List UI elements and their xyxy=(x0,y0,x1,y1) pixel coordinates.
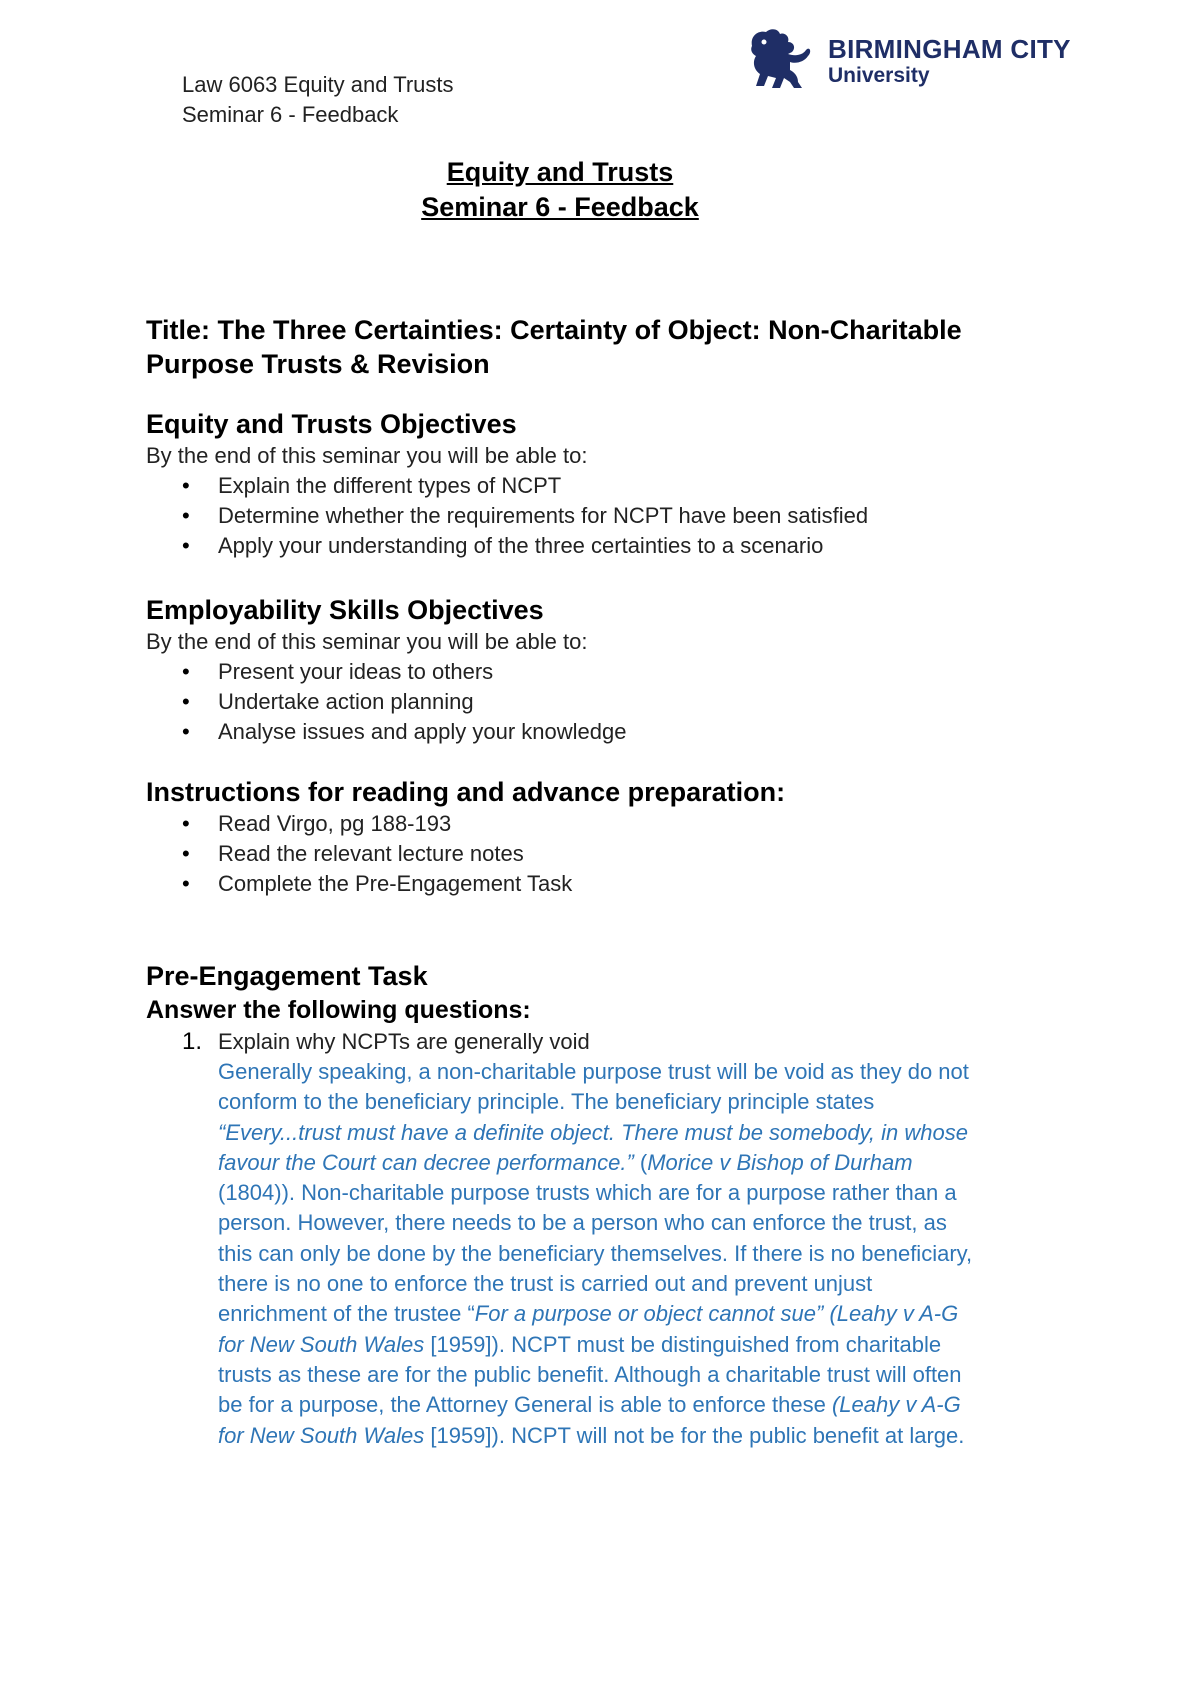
employability-list xyxy=(146,657,1066,747)
document-body xyxy=(146,313,1066,1451)
employability-heading: Employability Skills Objectives xyxy=(146,595,544,625)
answer-line: trusts as these are for the public benefit. Although a charitable trust will often xyxy=(218,1361,962,1387)
answer-line: this can only be done by the beneficiary themselves. If there is no beneficiary, xyxy=(218,1240,973,1266)
university-logo xyxy=(744,26,1071,96)
case-citation: (Leahy v A-G xyxy=(831,1392,961,1418)
list-item: • Read Virgo, pg 188-193 xyxy=(146,809,1066,839)
equity-objectives-heading: Equity and Trusts Objectives xyxy=(146,409,517,439)
logo-name-line1: BIRMINGHAM CITY xyxy=(828,34,1071,64)
list-item: • Read the relevant lecture notes xyxy=(146,839,1066,869)
answer-line: conform to the beneficiary principle. The beneficiary principle states xyxy=(218,1089,875,1115)
equity-objectives-list xyxy=(146,471,1066,561)
pre-engagement-heading: Pre-Engagement Task xyxy=(146,961,428,991)
answer-line: person. However, there needs to be a person who can enforce the trust, as xyxy=(218,1210,947,1236)
list-item: • Undertake action planning xyxy=(146,687,1066,717)
list-item: • Complete the Pre-Engagement Task xyxy=(146,869,1066,899)
answer-line: (1804)). Non-charitable purpose trusts which are for a purpose rather than a xyxy=(218,1180,957,1206)
list-item: • Determine whether the requirements for NCPT have been satisfied xyxy=(146,501,1066,531)
instructions-heading: Instructions for reading and advance preparation: xyxy=(146,777,786,807)
list-item: • Present your ideas to others xyxy=(146,657,1066,687)
question-1 xyxy=(146,1027,1066,1451)
answer-line: ( xyxy=(633,1149,648,1175)
answer-line: [1959]). NCPT will not be for the public benefit at large. xyxy=(424,1422,965,1448)
answer-line: Generally speaking, a non-charitable purpose trust will be void as they do not xyxy=(218,1059,969,1084)
answer-quote: “Every...trust must have a definite object. There must be somebody, in whose xyxy=(218,1119,968,1145)
seminar-title-line2: Purpose Trusts & Revision xyxy=(146,349,490,379)
list-item: • Analyse issues and apply your knowledge xyxy=(146,717,1066,747)
answer-quote: favour the Court can decree performance.” xyxy=(218,1149,634,1175)
header-seminar: Seminar 6 - Feedback xyxy=(182,102,399,127)
answer-line: [1959]). NCPT must be distinguished from charitable xyxy=(424,1331,942,1357)
pre-engagement-subheading: Answer the following questions: xyxy=(146,996,531,1024)
question-number: 1. xyxy=(182,1028,203,1055)
seminar-title-line1: Title: The Three Certainties: Certainty of Object: Non-Charitable xyxy=(146,315,962,345)
equity-objectives-intro: By the end of this seminar you will be able to: xyxy=(146,443,588,468)
question-text: Explain why NCPTs are generally void xyxy=(218,1029,590,1054)
doc-title-line1: Equity and Trusts xyxy=(446,157,674,187)
document-title xyxy=(0,155,1120,225)
case-citation: Morice v Bishop of Durham xyxy=(647,1149,913,1175)
case-citation: For a purpose or object cannot sue” (Leahy v A-G xyxy=(474,1301,959,1327)
answer-line: be for a purpose, the Attorney General is able to enforce these xyxy=(218,1392,832,1418)
doc-title-line2: Seminar 6 - Feedback xyxy=(421,192,699,222)
list-item: • Apply your understanding of the three certainties to a scenario xyxy=(146,531,1066,561)
employability-intro: By the end of this seminar you will be able to: xyxy=(146,629,588,654)
logo-name-line2: University xyxy=(828,64,930,87)
running-header xyxy=(182,70,454,130)
answer-line: enrichment of the trustee “ xyxy=(218,1301,475,1327)
case-citation: for New South Wales xyxy=(218,1422,425,1448)
lion-emblem-icon xyxy=(744,26,814,94)
list-item: • Explain the different types of NCPT xyxy=(146,471,1066,501)
seminar-title xyxy=(146,313,1066,381)
header-course: Law 6063 Equity and Trusts xyxy=(182,72,454,97)
answer-line: there is no one to enforce the trust is carried out and prevent unjust xyxy=(218,1271,873,1297)
case-citation: for New South Wales xyxy=(218,1331,425,1357)
instructions-list xyxy=(146,809,1066,899)
answer-text xyxy=(218,1057,1066,1451)
